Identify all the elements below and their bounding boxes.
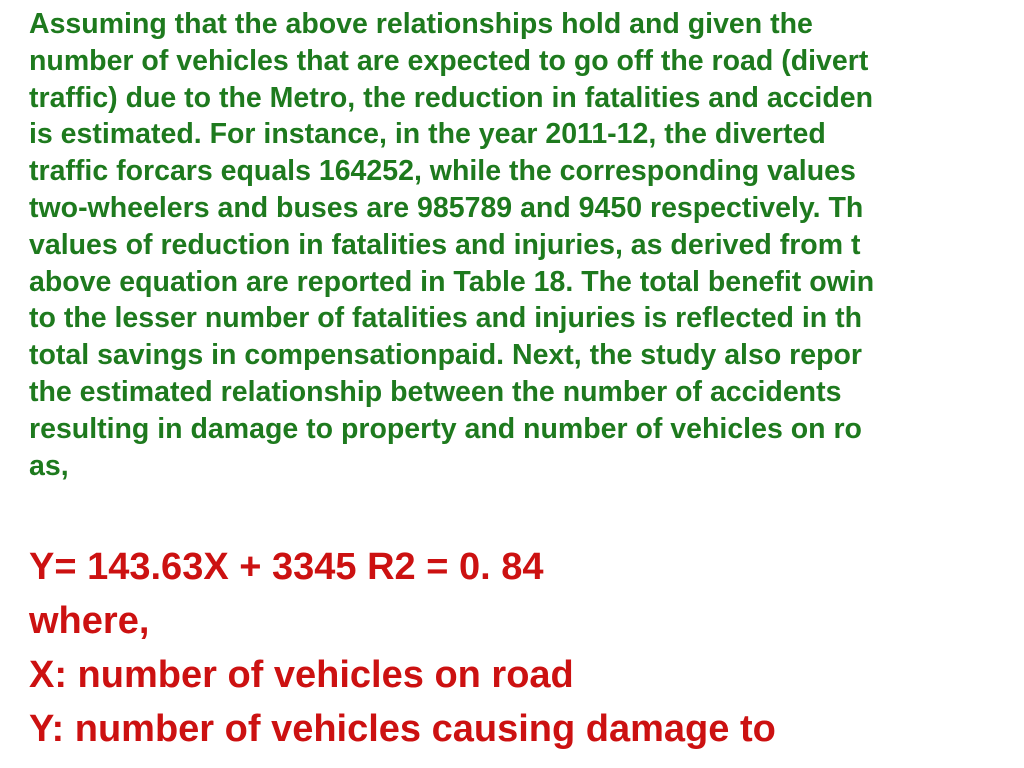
paragraph-line-1: Assuming that the above relationships hold and given the [29, 8, 813, 40]
equation-block [29, 540, 776, 756]
paragraph-line-2: number of vehicles that are expected to go off the road (divert [29, 44, 869, 77]
paragraph-line-4: is estimated. For instance, in the year 2011-12, the diverted [29, 118, 826, 151]
paragraph-line-3: traffic) due to the Metro, the reduction in fatalities and acciden [29, 81, 874, 114]
x-variable-definition: X: number of vehicles on road [29, 654, 574, 696]
paragraph-line-12: resulting in damage to property and number of vehicles on ro [29, 412, 862, 445]
where-label: where, [29, 600, 150, 642]
y-variable-definition: Y: number of vehicles causing damage to [29, 708, 776, 750]
paragraph-line-13: as, [29, 449, 69, 482]
paragraph-line-10: total savings in compensationpaid. Next, the study also repor [29, 339, 862, 372]
body-paragraph [29, 6, 1024, 484]
paragraph-line-8: above equation are reported in Table 18. The total benefit owin [29, 265, 875, 298]
paragraph-line-5: traffic forcars equals 164252, while the corresponding values [29, 155, 856, 188]
paragraph-line-7: values of reduction in fatalities and injuries, as derived from t [29, 228, 861, 261]
regression-equation: Y= 143.63X + 3345 R2 = 0. 84 [29, 546, 544, 588]
paragraph-line-9: to the lesser number of fatalities and injuries is reflected in th [29, 302, 863, 335]
paragraph-line-11: the estimated relationship between the number of accidents [29, 375, 842, 408]
paragraph-line-6: two-wheelers and buses are 985789 and 9450 respectively. Th [29, 191, 864, 224]
